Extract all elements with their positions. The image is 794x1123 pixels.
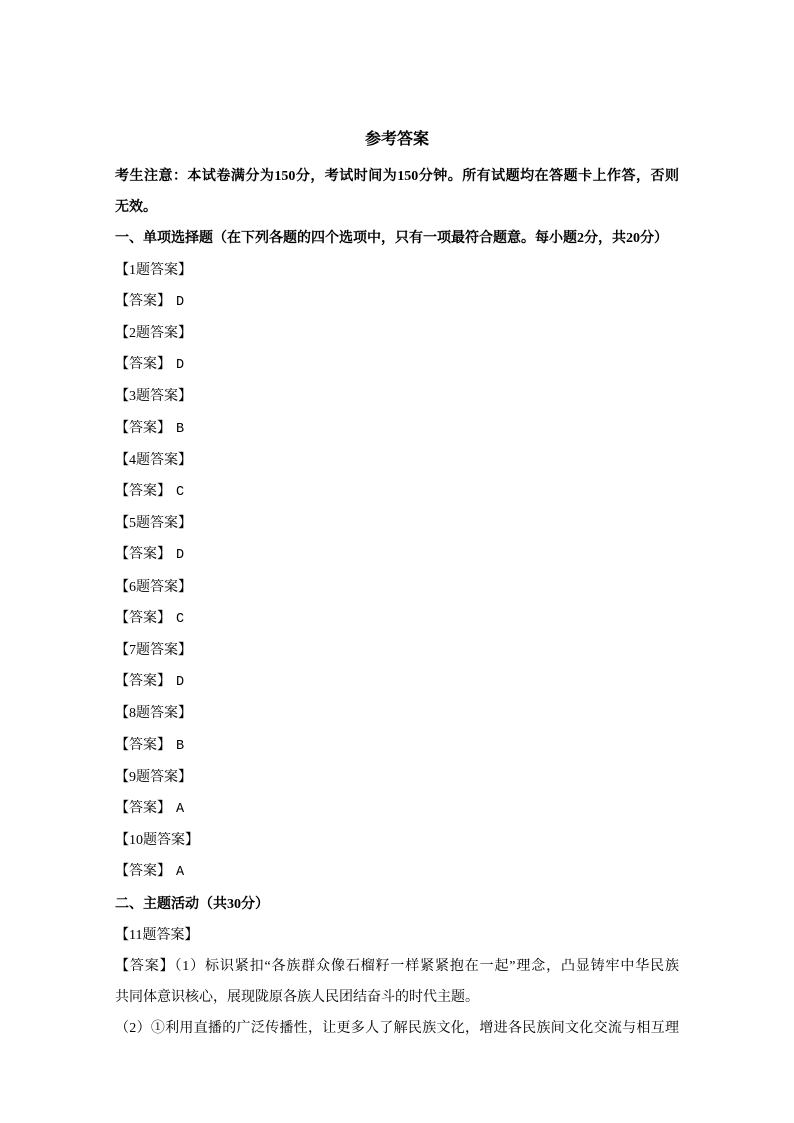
answer-prefix: 【答案】: [115, 864, 171, 880]
answer-letter: A: [176, 802, 185, 818]
question-3-answer: [115, 413, 679, 445]
question-4-answer: [115, 476, 679, 508]
document-content: [115, 124, 679, 1045]
answer-prefix: 【答案】: [115, 801, 171, 817]
answer-prefix: 【答案】: [115, 420, 171, 436]
answer-prefix: 【答案】: [115, 737, 171, 753]
question-11-answer-line-3: （2）①利用直播的广泛传播性，让更多人了解民族文化，增进各民族间文化交流与相互理: [115, 1021, 679, 1037]
page-title: 参考答案: [364, 131, 429, 148]
answer-prefix: 【答案】: [115, 484, 171, 500]
answer-prefix: 【答案】: [115, 547, 171, 563]
question-3-label: 【3题答案】: [115, 389, 192, 405]
question-6-answer: [115, 603, 679, 635]
answer-letter: A: [176, 865, 185, 881]
answer-letter: C: [176, 611, 185, 627]
answer-prefix: 【答案】: [115, 293, 171, 309]
answer-letter: B: [176, 738, 185, 754]
answer-prefix: 【答案】: [115, 610, 171, 626]
question-6-label: 【6题答案】: [115, 579, 192, 595]
answer-letter: D: [176, 675, 185, 691]
answer-letter: C: [176, 485, 185, 501]
question-10-answer: [115, 856, 679, 888]
section-two-heading: 二、主题活动（共30分）: [115, 896, 269, 912]
question-2-answer: [115, 349, 679, 381]
question-11-answer-line-2: 共同体意识核心，展现陇原各族人民团结奋斗的时代主题。: [115, 990, 479, 1006]
question-11-answer-line-1: 【答案】（1）标识紧扣“各族群众像石榴籽一样紧紧抱在一起”理念，凸显铸牢中华民族: [115, 959, 679, 975]
question-8-label: 【8题答案】: [115, 706, 192, 722]
question-9-answer: [115, 793, 679, 825]
answer-letter: B: [176, 421, 185, 437]
question-8-answer: [115, 730, 679, 762]
answer-letter: D: [176, 548, 185, 564]
exam-notice-line-2: 无效。: [115, 200, 157, 216]
question-11-label: 【11题答案】: [115, 927, 199, 943]
question-2-label: 【2题答案】: [115, 326, 192, 342]
question-4-label: 【4题答案】: [115, 452, 192, 468]
question-5-answer: [115, 539, 679, 571]
exam-notice-line-1: 考生注意：本试卷满分为150分，考试时间为150分钟。所有试题均在答题卡上作答，否则: [115, 169, 679, 184]
question-1-label: 【1题答案】: [115, 262, 192, 278]
answer-prefix: 【答案】: [115, 357, 171, 373]
answer-letter: D: [176, 294, 185, 310]
question-1-answer: [115, 286, 679, 318]
section-one-heading: 一、单项选择题（在下列各题的四个选项中，只有一项最符合题意。每小题2分，共20分）: [115, 231, 668, 247]
answer-prefix: 【答案】: [115, 674, 171, 690]
question-9-label: 【9题答案】: [115, 769, 192, 785]
question-7-label: 【7题答案】: [115, 643, 192, 659]
question-5-label: 【5题答案】: [115, 516, 192, 532]
question-7-answer: [115, 666, 679, 698]
answer-letter: D: [176, 358, 185, 374]
question-10-label: 【10题答案】: [115, 833, 199, 849]
